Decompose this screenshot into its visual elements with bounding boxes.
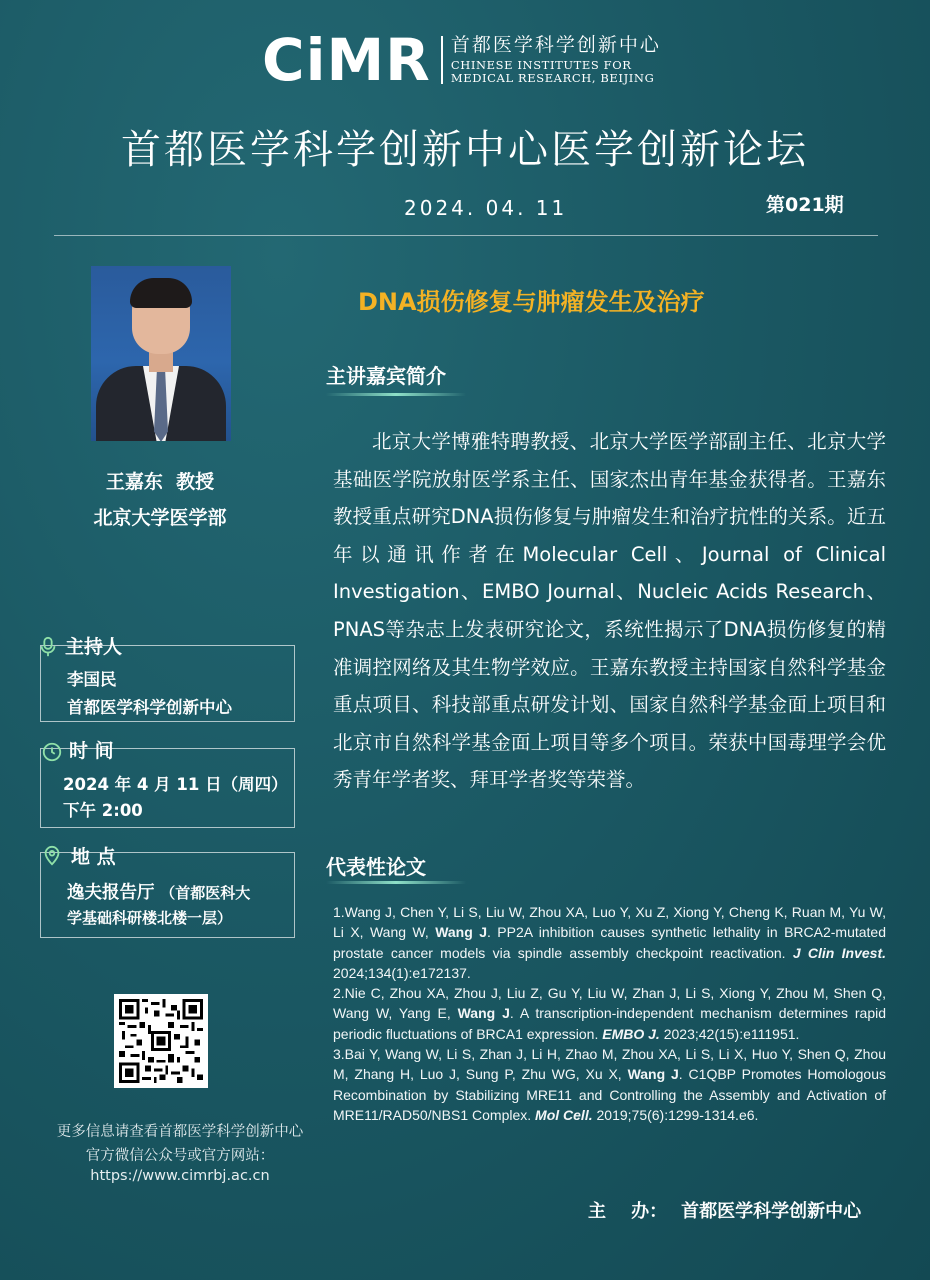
lecture-topic: DNA损伤修复与肿瘤发生及治疗: [358, 288, 705, 316]
clock-icon: [41, 741, 63, 763]
paper-item: 1.Wang J, Chen Y, Li S, Liu W, Zhou XA, Luo Y, Xu Z, Xiong Y, Cheng K, Ruan M, Yu W, Li X, Wang W, Wang J. PP2A inhibition causes synthetic lethality in BRCA2-mutated prostate cancer models via spindle assembly checkpoint reactivation. J Clin Invest. 2024;134(1):e172137.: [333, 904, 886, 981]
time-date: 2024 年 4 月 11 日（周四）: [63, 775, 288, 794]
logo-divider: [441, 36, 443, 84]
website-link[interactable]: https://www.cimrbj.ac.cn: [90, 1168, 270, 1184]
qr-code-image: [119, 999, 203, 1083]
paper-list: [333, 902, 886, 1125]
place-note: （首都医科大: [160, 884, 251, 902]
bio-heading: 主讲嘉宾简介: [326, 364, 446, 388]
speaker-photo: [91, 266, 231, 441]
host-box: [40, 636, 295, 722]
time-label: 时 间: [69, 740, 114, 762]
speaker-bio: 北京大学博雅特聘教授、北京大学医学部副主任、北京大学基础医学院放射医学系主任、国家杰出青年基金获得者。王嘉东教授重点研究DNA损伤修复与肿瘤发生和治疗抗性的关系。近五年以通讯作者在Molecular Cell、Journal of Clinical Investigation、EMBO Journal、Nucleic Acids Research、PNAS等杂志上发表研究论文，系统性揭示了DNA损伤修复的精准调控网络及其生物学效应。王嘉东教授主持国家自然科学基金重点项目、科技部重点研发计划、国家自然科学基金面上项目和北京市自然科学基金面上项目等多个项目。荣获中国毒理学会优秀青年学者奖、拜耳学者奖等荣誉。: [333, 430, 886, 792]
paper-item: 2.Nie C, Zhou XA, Zhou J, Liu Z, Gu Y, Liu W, Zhan J, Li S, Xiong Y, Zhou M, Shen Q, Wang W, Yang E, Wang J. A transcription-independent mechanism determines rapid periodic fluctuations of BRCA1 expression. EMBO J. 2023;42(15):e111951.: [333, 985, 887, 1042]
event-date: 2024. 04. 11: [404, 196, 568, 220]
bio-heading-underline: [326, 393, 466, 396]
papers-heading-underline: [326, 881, 466, 884]
location-pin-icon: [41, 845, 63, 867]
speaker-name: 王嘉东 教授: [105, 471, 215, 493]
sponsor-label: 主 办：: [588, 1201, 668, 1222]
sponsor: [588, 1197, 861, 1223]
papers-heading: 代表性论文: [326, 855, 426, 879]
time-box: [40, 740, 295, 828]
more-info-line1: 更多信息请查看首都医学科学创新中心: [56, 1124, 304, 1140]
place-box: [40, 846, 295, 938]
issue-number: 第021期: [766, 194, 844, 216]
host-name: 李国民: [67, 670, 117, 689]
more-info-line2: 官方微信公众号或官方网站：: [85, 1148, 275, 1164]
logo-english-line1: CHINESE INSTITUTES FOR: [450, 57, 632, 72]
place-hall: 逸夫报告厅: [67, 883, 155, 903]
microphone-icon: [37, 636, 59, 658]
header-divider: [54, 235, 878, 236]
cimr-logo: [262, 26, 661, 94]
forum-title: 首都医学科学创新中心医学创新论坛: [121, 127, 809, 173]
host-label: 主持人: [65, 636, 123, 658]
time-hour: 下午 2:00: [63, 801, 143, 820]
place-label: 地 点: [71, 846, 116, 868]
host-organization: 首都医学科学创新中心: [67, 698, 232, 717]
place-line2: 学基础科研楼北楼一层）: [67, 909, 233, 927]
speaker-organization: 北京大学医学部: [93, 507, 227, 529]
logo-text: [450, 33, 661, 85]
sponsor-name: 首都医学科学创新中心: [681, 1201, 862, 1222]
paper-item: 3.Bai Y, Wang W, Li S, Zhan J, Li H, Zhao M, Zhou XA, Li S, Li X, Huo Y, Shen Q, Zhou M, Zhang H, Luo J, Sung P, Zhu WG, Xu X, Wang J. C1QBP Promotes Homologous Recombination by Stabilizing MRE11 and Controlling the Assembly and Activation of MRE11/RAD50/NBS1 Complex. Mol Cell. 2019;75(6):1299-1314.e6.: [333, 1046, 886, 1123]
logo-english-line2: MEDICAL RESEARCH, BEIJING: [450, 70, 655, 85]
logo-chinese-name: 首都医学科学创新中心: [450, 33, 661, 56]
logo-mark: CiMR: [262, 26, 431, 94]
qr-code[interactable]: [114, 994, 208, 1088]
place-line1: [67, 879, 250, 904]
